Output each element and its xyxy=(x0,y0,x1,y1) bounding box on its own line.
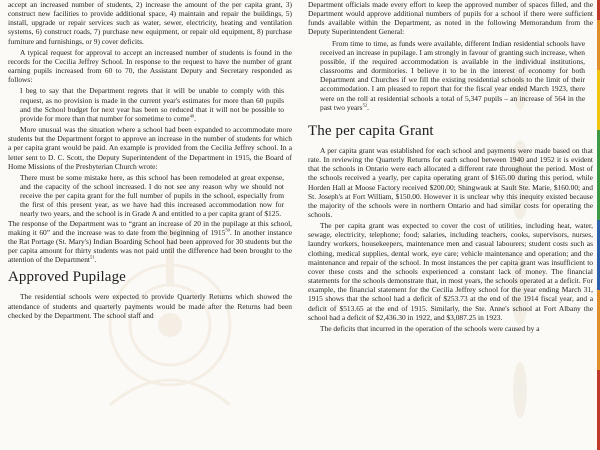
footnote-ref: 51 xyxy=(90,254,95,260)
left-paragraph-3: More unusual was the situation where a school had been expanded to accommodate more students but the Department forgot to approve an increase in the number of students for which a per capita grant would be paid. An example is provided from the Cecilia Jeffrey school. In a letter sent to D. C. Scott, the Deputy Superintendent of the Department in 1915, the Board of Home Missions of the Presbyterian Church wrote: xyxy=(8,125,292,171)
section-heading-approved-pupilage: Approved Pupilage xyxy=(8,269,126,286)
right-paragraph-1: Department officials made every effort to keep the approved number of spaces filled, and the Department would approve additional numbers of pupils for a school if there were sufficient funds available within the Department, as noted in the following Memorandum from the Deputy Superintendent General: xyxy=(308,0,593,37)
right-paragraph-4: The deficits that incurred in the operation of the schools were caused by a xyxy=(320,323,540,333)
footnote-ref: 52 xyxy=(362,102,368,108)
left-paragraph-2: A typical request for approval to accept an increased number of students is found in the records for the Cecilia Jeffrey School. In response to the request to have the number of grant earning pupils increased from 60 to 70, the Assistant Deputy and Secretary responded as follows: xyxy=(8,47,292,85)
right-quote-1-text: From time to time, as funds were available, different Indian residential schools have received an increase in pupilage. I am strongly in favour of granting such increase, when possible, if the required accommodation is available in the individual institutions, classrooms and dormitories. I believe it to be in the interest of economy for both Department and Churches if we fill the existing residential schools to the limit of their accommodation. I am pleased to report that for the fiscal year ended March 1923, there were on the roll at residential schools a total of 5,347 pupils – an increase of 564 in the past two years xyxy=(320,38,585,112)
left-paragraph-4-part-b: . In another instance the Rat Portage (St. Mary's) Indian Boarding School had been approved for 30 students but the per capita amount for thirty students was not paid until the difference had been brought to the attention of the Department xyxy=(8,227,292,265)
left-paragraph-4-part-a: The response of the Department was to “grant an increase of 20 in the pupilage at this school, making it 60” and the increase was to date from the beginning of 1915 xyxy=(8,218,292,237)
section-heading-per-capita-grant: The per capita Grant xyxy=(308,122,434,139)
left-quote-1-text: I beg to say that the Department regrets that it will be unable to comply with this request, as no provision is made in the current year's estimates for more than 60 pupils and the School budget for next year has been so reduced that it will not be possible to provide for more than that number for sometime to come xyxy=(20,86,284,123)
right-paragraph-2: A per capita grant was established for each school and payments were made based on that rate. In reviewing the Quarterly Returns for each school between 1940 and 1952 it is evident that the schools in Ontario were each allocated a different rate throughout the period. Most of the schools received a yearly, per capita operating grant of $165.00 during this period, while Horden Hall at Moose Factory received $200.00; Shingwauk at Sault Ste. Marie, $160.00; and St. Joseph's at Fort William, $150.00. However it is unclear why this inequity existed because the majority of the schools were in northern Ontario and had similar costs for operating the schools. xyxy=(308,145,593,219)
right-column xyxy=(308,0,593,333)
footnote-ref: 49 xyxy=(189,113,195,119)
left-paragraph-4 xyxy=(8,219,292,265)
right-quote-1: From time to time, as funds were available, different Indian residential schools have received an increase in pupilage. I am strongly in favour of granting such increase, when possible, if the required accommodation is available in the individual institutions, classrooms and dormitories. I believe it to be in the interest of economy for both Department and Churches if we fill the existing residential schools to the limit of their accommodation. I am pleased to report that for the fiscal year ended March 1923, there were on the roll at residential schools a total of 5,347 pupils – an increase of 564 in the past two years$^{52}$. xyxy=(320,38,585,112)
left-quote-1: I beg to say that the Department regrets that it will be unable to comply with this request, as no provision is made in the current year's estimates for more than 60 pupils and the School budget for next year has been so reduced that it will not be possible to provide for more than that number for sometime to come$^{49}$. xyxy=(20,86,284,123)
left-quote-2: There must be some mistake here, as this school has been remodeled at great expense, and the capacity of the school increased. I do not see any reason why we should not receive the per capita grant for the full number of pupils in the school, especially from the first of this present year, as we have had this increased accommodation now for nearly two years, and the school is in Grade A and entitled to a per capita grant of $125. xyxy=(20,172,284,219)
footnote-ref: 50 xyxy=(225,227,230,233)
left-paragraph-4-part-c: . xyxy=(94,255,97,265)
left-paragraph-1: accept an increased number of students, 2) increase the amount of the per capita grant, 3) construct new facilities to provide additional space, 4) maintain and repair the buildings, 5) install, upgrade or repair services such as water, sewer, electricity, heating and ventilation systems, 6) construct roads, 7) purchase new equipment, or repair old equipment, 8) purchase furniture and furnishings, or 9) cover deficits. xyxy=(8,0,292,46)
left-column xyxy=(8,0,292,320)
left-paragraph-5: The residential schools were expected to provide Quarterly Returns which showed the attendance of students and quarterly payments would be made after the Returns had been checked by the Department. The school staff and xyxy=(8,292,292,320)
right-paragraph-3: The per capita grant was expected to cover the cost of utilities, including heat, water, sewage, electricity, telephone; food; salaries, including teachers, cooks, supervisors, nurses, laundry workers, housekeepers, maintenance men and casual labourers; student costs such as clothing, medical supplies, dental work, eye care; vehicle maintenance and operation; and the maintenance and repair of the school. In most instances the per capita grant was insufficient to cover these costs and the schools experienced a constant lack of money. The financial statements for the schools demonstrate that, in most years, the schools operated at a deficit. For example, the financial statement for the Cecilia Jeffrey school for the year ending March 31, 1915 shows that the school had a deficit of $253.73 at the end of the 1914 fiscal year, and a deficit of $513.65 at the end of 1915. Similarly, the Ste. Anne's school at Fort Albany the school had a deficit of $2,436.30 in 1922, and $3,087.25 in 1923. xyxy=(308,221,593,322)
